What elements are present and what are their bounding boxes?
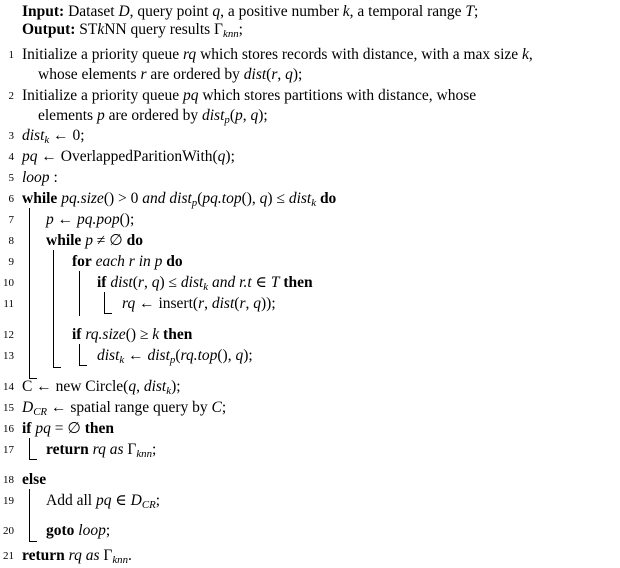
input-label: Input:: [22, 3, 65, 20]
line-number: 8: [8, 235, 14, 247]
algo-line-21: return rq as $\Gamma_{knn}$.: [22, 547, 132, 566]
line-number: 10: [3, 277, 14, 289]
input-line: [22, 2, 478, 22]
algo-line-1a: Initialize a priority queue rq which stores records with distance, with a max size k,: [22, 46, 533, 63]
algo-line-6: while pq.size() > 0 and dist$_p$(pq.top(), q) ≤ dist$_k$ do: [22, 190, 337, 209]
algo-line-1b: whose elements r are ordered by dist(r, q);: [38, 66, 303, 83]
line-number: 6: [8, 193, 14, 205]
algo-line-11: rq ← insert(r, dist(r, q));: [122, 295, 276, 312]
algo-line-7: p ← pq.pop();: [46, 211, 135, 228]
line-number: 19: [3, 495, 14, 507]
line-number: 2: [8, 90, 14, 102]
output-label: Output:: [22, 21, 76, 38]
line-number: 4: [8, 151, 14, 163]
algo-line-16: if pq = ∅ then: [22, 420, 115, 437]
algo-line-19: Add all pq ∈ $D_{CR}$;: [46, 492, 161, 511]
algo-line-5: loop :: [22, 169, 58, 186]
line-number: 15: [3, 402, 14, 414]
algo-line-15: $D_{CR}$ ← spatial range query by C;: [22, 399, 227, 418]
while-scope-bar: [29, 208, 37, 379]
line-number: 14: [3, 381, 14, 393]
algo-line-18: else: [22, 471, 47, 488]
algo-line-8: while p ≠ ∅ do: [46, 232, 143, 249]
input-text: Dataset D, query point q, a positive number k, a temporal range T;: [68, 3, 479, 20]
for-scope-bar: [79, 271, 80, 316]
algo-line-13: dist$_k$ ← dist$_p$(rq.top(), q);: [97, 347, 253, 366]
while-inner-scope-bar: [53, 250, 61, 368]
output-line: [22, 20, 243, 40]
line-number: 12: [3, 329, 14, 341]
line-number: 11: [3, 298, 14, 310]
algo-line-17: return rq as $\Gamma_{knn}$;: [46, 441, 157, 460]
output-text: STkNN query results $\Gamma_{knn}$;: [79, 21, 243, 40]
line-number: 20: [3, 525, 14, 537]
if-pq-scope-bar: [29, 438, 37, 460]
line-number: 7: [8, 214, 14, 226]
algo-line-12: if rq.size() ≥ k then: [72, 326, 193, 343]
algo-line-10: if dist(r, q) ≤ dist$_k$ and r.t ∈ T then: [97, 274, 313, 293]
if-scope-bar: [104, 292, 112, 314]
line-number: 16: [3, 423, 14, 435]
line-number: 18: [3, 474, 14, 486]
line-number: 21: [3, 550, 14, 562]
if-rq-scope-bar: [79, 344, 87, 366]
algo-line-20: goto loop;: [46, 522, 111, 539]
algo-line-2b: elements p are ordered by dist$_p$(p, q);: [38, 107, 268, 126]
line-number: 13: [3, 350, 14, 362]
algo-line-4: pq ← OverlappedParitionWith(q);: [22, 148, 235, 165]
line-number: 5: [8, 172, 14, 184]
algo-line-9: for each r in p do: [72, 253, 183, 270]
line-number: 3: [8, 130, 14, 142]
else-scope-bar: [29, 489, 37, 542]
algo-line-3: dist$_k$ ← 0;: [22, 127, 85, 146]
algo-line-14: C ← new Circle(q, dist$_k$);: [22, 378, 181, 397]
line-number: 17: [3, 444, 14, 456]
algo-line-2a: Initialize a priority queue pq which stores partitions with distance, whose: [22, 87, 477, 104]
line-number: 9: [8, 256, 14, 268]
line-number: 1: [8, 49, 14, 61]
